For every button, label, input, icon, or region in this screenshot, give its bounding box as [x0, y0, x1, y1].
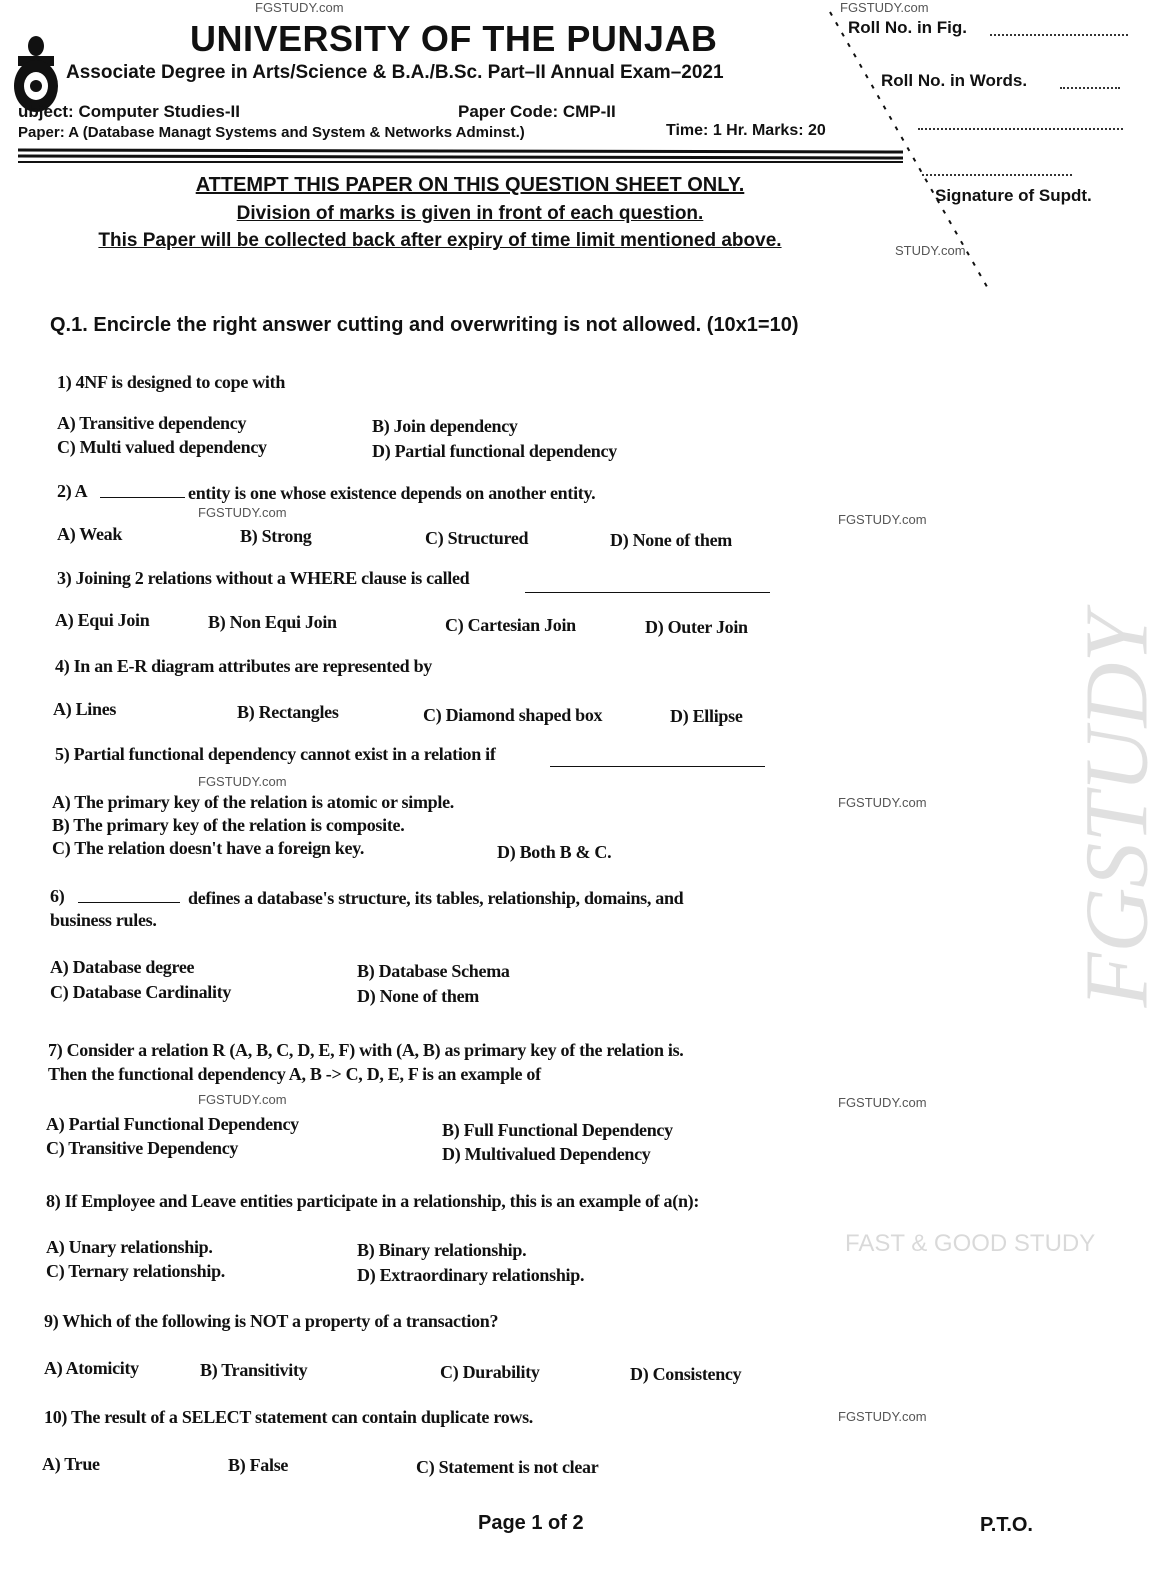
instruction-2: Division of marks is given in front of each question.: [236, 203, 704, 224]
question-7-text: Then the functional dependency A, B -> C, D, E, F is an example of: [48, 1064, 541, 1084]
question-9-option-d[interactable]: D) Consistency: [630, 1364, 742, 1384]
question-6-option-d[interactable]: D) None of them: [357, 986, 479, 1006]
question-1-heading: Q.1. Encircle the right answer cutting and overwriting is not allowed. (10x1=10): [50, 314, 799, 336]
answer-blank: [100, 497, 185, 498]
question-3-option-c[interactable]: C) Cartesian Join: [445, 615, 576, 635]
question-10-text: 10) The result of a SELECT statement can contain duplicate rows.: [44, 1407, 533, 1427]
watermark-text: FGSTUDY.com: [838, 1095, 927, 1110]
question-9-text: 9) Which of the following is NOT a property of a transaction?: [44, 1311, 499, 1331]
question-6-text: defines a database's structure, its tables, relationship, domains, and: [188, 888, 684, 908]
question-5-option-a[interactable]: A) The primary key of the relation is atomic or simple.: [52, 792, 454, 812]
watermark-text: FGSTUDY.com: [838, 795, 927, 810]
question-2-text: 2) A: [57, 481, 88, 501]
roll-number-words-field-line2[interactable]: [918, 128, 1123, 130]
roll-number-words-label: Roll No. in Words.: [881, 71, 1028, 90]
watermark-slogan: FAST & GOOD STUDY: [845, 1230, 1096, 1257]
question-8-option-b[interactable]: B) Binary relationship.: [357, 1240, 527, 1260]
question-3-option-a[interactable]: A) Equi Join: [55, 610, 150, 630]
question-2-option-a[interactable]: A) Weak: [57, 524, 123, 544]
time-marks: Time: 1 Hr. Marks: 20: [666, 122, 826, 139]
question-3-option-b[interactable]: B) Non Equi Join: [208, 612, 337, 632]
question-8-option-d[interactable]: D) Extraordinary relationship.: [357, 1265, 585, 1285]
question-4-option-c[interactable]: C) Diamond shaped box: [423, 705, 603, 725]
question-6-text: 6): [50, 886, 65, 906]
watermark-text: FGSTUDY.com: [198, 505, 287, 520]
question-9-option-c[interactable]: C) Durability: [440, 1362, 540, 1382]
watermark-text: FGSTUDY.com: [838, 512, 927, 527]
question-9-option-a[interactable]: A) Atomicity: [44, 1358, 139, 1378]
instruction-3: This Paper will be collected back after expiry of time limit mentioned above.: [98, 230, 782, 251]
question-3-text: 3) Joining 2 relations without a WHERE clause is called: [57, 568, 470, 588]
answer-blank: [550, 766, 765, 767]
answer-blank: [525, 592, 770, 593]
watermark-text: STUDY.com: [895, 243, 966, 258]
question-10-option-a[interactable]: A) True: [42, 1454, 100, 1474]
question-1-option-b[interactable]: B) Join dependency: [372, 416, 518, 436]
question-7-text: 7) Consider a relation R (A, B, C, D, E, F) with (A, B) as primary key of the relation is.: [48, 1040, 684, 1060]
watermark-text: FGSTUDY.com: [838, 1409, 927, 1424]
subject-label: ubject: Computer Studies-II: [18, 102, 240, 121]
question-6-text: business rules.: [50, 910, 157, 930]
question-6-option-b[interactable]: B) Database Schema: [357, 961, 510, 981]
question-5-option-d[interactable]: D) Both B & C.: [497, 842, 612, 862]
watermark-text: FGSTUDY.com: [198, 1092, 287, 1107]
signature-field[interactable]: [922, 174, 1072, 176]
question-1-option-c[interactable]: C) Multi valued dependency: [57, 437, 267, 457]
question-10-option-b[interactable]: B) False: [228, 1455, 289, 1475]
paper-title: Paper: A (Database Managt Systems and System & Networks Adminst.): [18, 124, 525, 141]
question-5-text: 5) Partial functional dependency cannot exist in a relation if: [55, 744, 496, 764]
question-8-option-a[interactable]: A) Unary relationship.: [46, 1237, 213, 1257]
question-6-option-c[interactable]: C) Database Cardinality: [50, 982, 232, 1002]
instruction-1: ATTEMPT THIS PAPER ON THIS QUESTION SHEET ONLY.: [195, 174, 745, 196]
question-3-option-d[interactable]: D) Outer Join: [645, 617, 748, 637]
watermark-text: FGSTUDY.com: [255, 0, 344, 15]
roll-number-words-field[interactable]: [1060, 87, 1120, 89]
exam-title: Associate Degree in Arts/Science & B.A./B.Sc. Part–II Annual Exam–2021: [66, 62, 724, 83]
question-8-option-c[interactable]: C) Ternary relationship.: [46, 1261, 225, 1281]
roll-number-figures-field[interactable]: [990, 34, 1128, 36]
watermark-logo: FGSTUDY: [1067, 612, 1167, 1008]
question-5-option-c[interactable]: C) The relation doesn't have a foreign key.: [52, 838, 365, 858]
question-8-text: 8) If Employee and Leave entities participate in a relationship, this is an example of a(n):: [46, 1191, 700, 1211]
question-9-option-b[interactable]: B) Transitivity: [200, 1360, 308, 1380]
question-1-option-a[interactable]: A) Transitive dependency: [57, 413, 247, 433]
question-2-option-b[interactable]: B) Strong: [240, 526, 312, 546]
question-2-option-d[interactable]: D) None of them: [610, 530, 732, 550]
question-10-option-c[interactable]: C) Statement is not clear: [416, 1457, 599, 1477]
answer-blank: [78, 902, 180, 903]
watermark-text: FGSTUDY.com: [198, 774, 287, 789]
question-7-option-c[interactable]: C) Transitive Dependency: [46, 1138, 239, 1158]
question-6-option-a[interactable]: A) Database degree: [50, 957, 195, 977]
watermark-text: FGSTUDY.com: [840, 0, 929, 15]
question-7-option-b[interactable]: B) Full Functional Dependency: [442, 1120, 673, 1140]
signature-label: Signature of Supdt.: [935, 186, 1092, 205]
question-7-option-a[interactable]: A) Partial Functional Dependency: [46, 1114, 299, 1134]
university-title: UNIVERSITY OF THE PUNJAB: [190, 18, 718, 59]
question-4-text: 4) In an E-R diagram attributes are represented by: [55, 656, 432, 676]
question-4-option-b[interactable]: B) Rectangles: [237, 702, 339, 722]
question-2-option-c[interactable]: C) Structured: [425, 528, 529, 548]
paper-code: Paper Code: CMP-II: [458, 102, 616, 121]
question-5-option-b[interactable]: B) The primary key of the relation is composite.: [52, 815, 405, 835]
question-4-option-a[interactable]: A) Lines: [53, 699, 117, 719]
roll-number-figures-label: Roll No. in Fig.: [848, 18, 967, 37]
page-number: Page 1 of 2: [478, 1512, 584, 1534]
question-2-text: entity is one whose existence depends on another entity.: [188, 483, 596, 503]
please-turn-over: P.T.O.: [980, 1514, 1033, 1536]
question-4-option-d[interactable]: D) Ellipse: [670, 706, 743, 726]
question-1-text: 1) 4NF is designed to cope with: [57, 372, 286, 392]
question-7-option-d[interactable]: D) Multivalued Dependency: [442, 1144, 651, 1164]
question-1-option-d[interactable]: D) Partial functional dependency: [372, 441, 617, 461]
